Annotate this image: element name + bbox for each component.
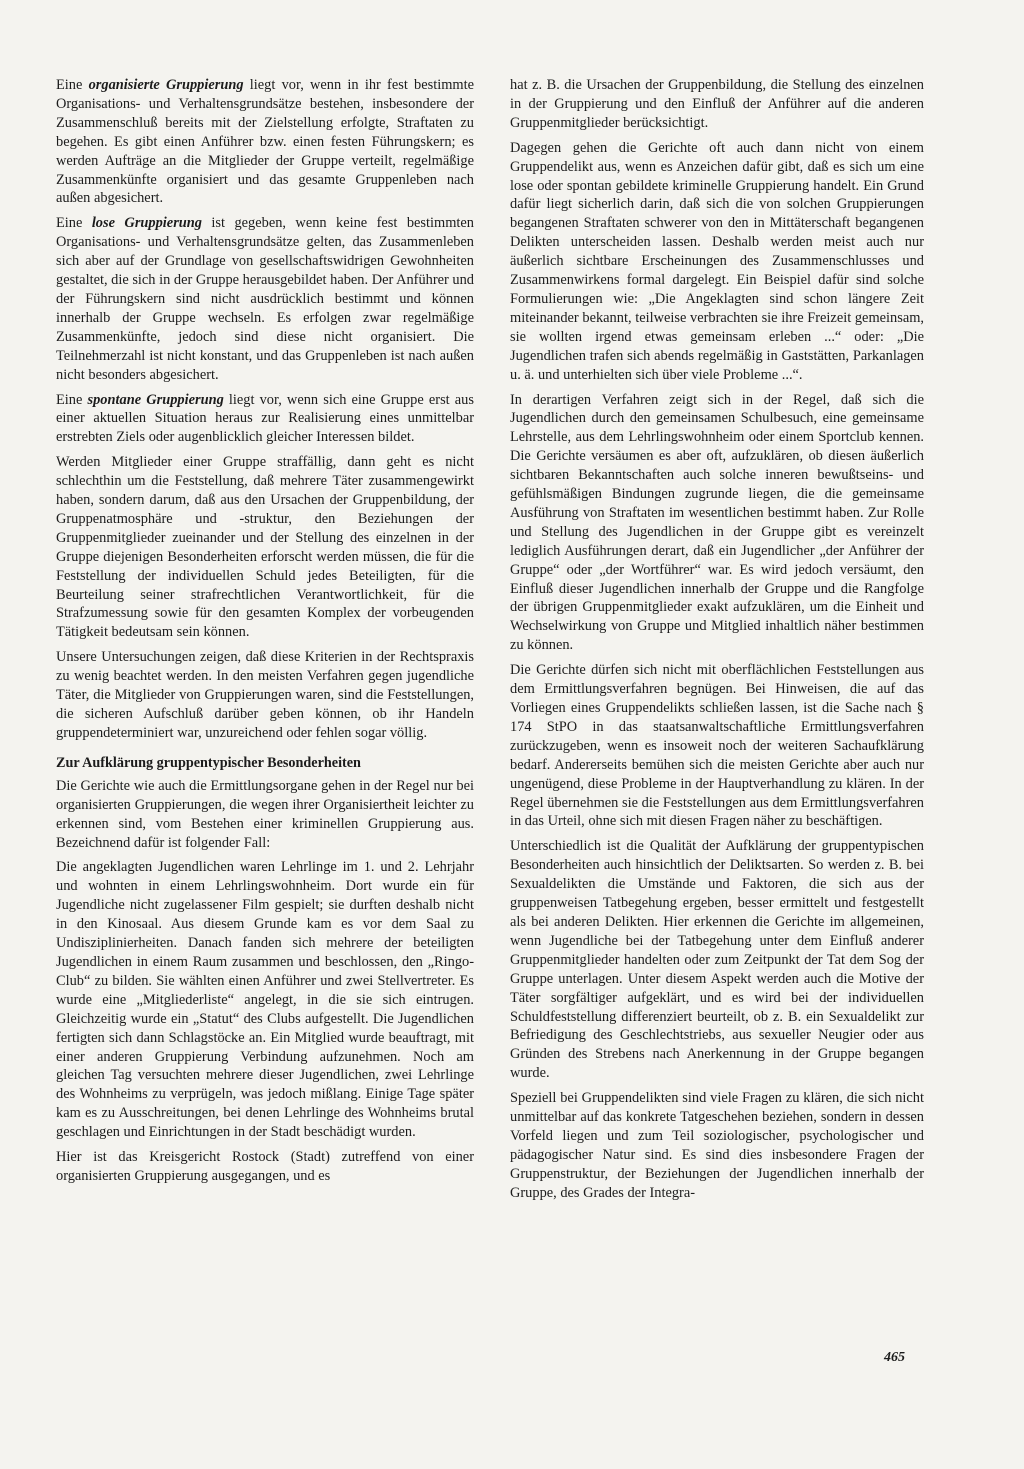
paragraph-untersuchungen: Unsere Untersuchungen zeigen, daß diese Kriterien in der Rechtspraxis zu wenig beachtet werden. In den meisten Verfahren gegen jugendliche Täter, die Mitglieder von Gruppierungen waren, sind die Feststellungen, die sicheren Aufschluß darüber geben können, ob ihr Handeln gruppendeterminiert war, unzureichend oder fehlen sogar völlig.	[56, 649, 474, 741]
paragraph-oberflaechliche-feststellungen: Die Gerichte dürfen sich nicht mit oberflächlichen Feststellungen aus dem Ermittlungsverfahren begnügen. Bei Hinweisen, die auf das Vorliegen eines Gruppendelikts schließen lassen, ist die Sache nach § 174 StPO in das staatsanwaltschaftliche Ermittlungsverfahren zurückzugeben, wenn es insoweit noch der weiteren Sachaufklärung bedarf. Andererseits bemühen sich die meisten Gerichte aber auch nur ungenügend, diese Probleme in der Hauptverhandlung zu klären. In der Regel übernehmen sie die Feststellungen aus dem Ermittlungsverfahren in das Urteil, ohne sich mit diesen Fragen näher zu beschäftigen.	[510, 662, 924, 830]
term-organisierte-gruppierung: organisierte Gruppierung	[88, 77, 244, 93]
section-heading: Zur Aufklärung gruppentypischer Besonderheiten	[56, 754, 361, 771]
page-number: 465	[884, 1350, 905, 1365]
paragraph-fallbeispiel-ringo-club: Die angeklagten Jugendlichen waren Lehrlinge im 1. und 2. Lehrjahr und wohnten in einem Lehrlingswohnheim. Dort wurde ein für Jugendliche nicht zugelassener Film gespielt; sie durften deshalb nicht in den Kinosaal. Aus diesem Grunde kam es vor dem Saal zu Undisziplinierheiten. Danach fanden sich mehrere der beteiligten Jugendlichen in einem Raum zusammen und beschlossen, den „Ringo-Club“ zu bilden. Sie wählten einen Anführer und zwei Stellvertreter. Es wurde eine „Mitgliederliste“ angelegt, in die sie sich eintrugen. Gleichzeitig wurde ein „Statut“ des Clubs aufgestellt. Die Jugendlichen fertigten sich dann Schlagstöcke an. Ein Mitglied wurde beauftragt, mit einer anderen Gruppierung Verbindung aufzunehmen. Noch am gleichen Tag versuchten mehrere dieser Jugendlichen, zwei Lehrlinge des Wohnheims zu verprügeln, was jedoch mißlang. Einige Tage später kam es zu Ausschreitungen, bei denen Lehrlinge des Wohnheims brutal geschlagen und Einrichtungen in der Stadt beschädigt wurden.	[56, 859, 474, 1141]
paragraph-lose-gruppierung: Eine lose Gruppierung ist gegeben, wenn keine fest bestimmten Organisations- und Verhaltensgrundsätze gelten, das Zusammenleben sich aber auf der Grundlage von gesellschaftswidrigen Gewohnheiten gestaltet, die sich in der Gruppe herausgebildet haben. Der Anführer und der Führungskern sind nicht ausdrücklich bestimmt und können innerhalb der Gruppe wechseln. Es erfolgen zwar regelmäßige Zusammenkünfte, jedoch sind diese nicht organisiert. Die Teilnehmerzahl ist nicht konstant, und das Gruppenleben ist nach außen nicht besonders abgesichert.	[56, 215, 474, 383]
right-column	[510, 76, 924, 1209]
paragraph-lose-spontane-gruppierung: Dagegen gehen die Gerichte oft auch dann nicht von einem Gruppendelikt aus, wenn es Anzeichen dafür gibt, daß es sich um eine lose oder spontan gebildete kriminelle Gruppierung handelt. Ein Grund dafür liegt sicherlich darin, daß sich die von solchen Gruppierungen begangenen Straftaten schwerer von den in Mittäterschaft begangenen Delikten unterscheiden lassen. Deshalb werden meist auch nur äußerlich sichtbare Erscheinungen des Zusammenschlusses und Zusammenwirkens formal dargelegt. Ein Beispiel dafür sind solche Formulierungen wie: „Die Angeklagten sind schon längere Zeit miteinander bekannt, teilweise verbrachten sie ihre Freizeit gemeinsam, sie wollten irgend etwas gemeinsam erleben ...“ oder: „Die Jugendlichen trafen sich abends regelmäßig in Gaststätten, Parkanlagen u. ä. und unterhielten sich über viele Probleme ...“.	[510, 139, 924, 383]
paragraph-organisierte-gruppierung: Eine organisierte Gruppierung liegt vor, wenn in ihr fest bestimmte Organisations- und Verhaltensgrundsätze bestehen, insbesondere der Zusammenschluß bereits mit der Zielstellung erfolgte, Straftaten zu begehen. Es gibt einen Anführer bzw. einen festen Führungskern; es werden Aufträge an die Mitglieder der Gruppe verteilt, regelmäßige Zusammenkünfte organisiert und das gesamte Gruppenleben nach außen abgesichert.	[56, 77, 474, 207]
paragraph-gerichte-ermittlungsorgane: Die Gerichte wie auch die Ermittlungsorgane gehen in der Regel nur bei organisierten Gruppierungen, die wegen ihrer Organisiertheit leichter zu erkennen sind, vom Bestehen einer kriminellen Gruppierung aus. Bezeichnend dafür ist folgender Fall:	[56, 777, 474, 851]
paragraph-derartige-verfahren: In derartigen Verfahren zeigt sich in der Regel, daß sich die Jugendlichen durch den gemeinsamen Schulbesuch, eine gemeinsame Lehrstelle, aus dem Lehrlingswohnheim oder einem Sportclub kennen. Die Gerichte versäumen es aber oft, aufzuklären, ob diesen äußerlich sichtbaren Bekanntschaften auch solche inneren bewußtseins- und gefühlsmäßigen Bindungen zugrunde liegen, die die gemeinsame Ausführung von Straftaten im wesentlichen bestimmt haben. Zur Rolle und Stellung des Jugendlichen in der Gruppe gibt es vereinzelt lediglich Ausführungen derart, daß ein Jugendlicher „der Anführer der Gruppe“ oder „der Wortführer“ war. Es wird jedoch versäumt, den Einfluß dieser Jugendlichen innerhalb der Gruppe und die Rangfolge der übrigen Gruppenmitglieder exakt aufzuklären, um die Einheit und Wechselwirkung von Gruppe und Mitglied inhaltlich näher bestimmen zu können.	[510, 391, 924, 654]
paragraph-continuation: hat z. B. die Ursachen der Gruppenbildung, die Stellung des einzelnen in der Gruppierung und den Einfluß der Anführer auf die anderen Gruppenmitglieder berücksichtigt.	[510, 77, 924, 131]
paragraph-gruppendelikte-fragen: Speziell bei Gruppendelikten sind viele Fragen zu klären, die sich nicht unmittelbar auf das konkrete Tatgeschehen beziehen, sondern in dessen Vorfeld liegen und zum Teil soziologischer, psychologischer und pädagogischer Natur sind. Es sind dies insbesondere Fragen der Gruppenstruktur, der Beziehungen der Jugendlichen innerhalb der Gruppe, des Grades der Integra-	[510, 1090, 924, 1201]
paragraph-kreisgericht-rostock: Hier ist das Kreisgericht Rostock (Stadt) zutreffend von einer organisierten Gruppierung ausgegangen, und es	[56, 1149, 474, 1184]
paragraph-spontane-gruppierung: Eine spontane Gruppierung liegt vor, wenn sich eine Gruppe erst aus einer aktuellen Situation heraus zur Realisierung eines unmittelbar erstrebten Ziels oder augenblicklich gleicher Interessen bildet.	[56, 391, 474, 446]
paragraph-gruppe-straffaellig: Werden Mitglieder einer Gruppe straffällig, dann geht es nicht schlechthin um die Feststellung, daß mehrere Täter zusammengewirkt haben, sondern darum, daß aus den Ursachen der Gruppenbildung, der Gruppenatmosphäre und -struktur, den Beziehungen der Gruppenmitglieder zueinander und der Stellung des einzelnen in der Gruppe diejenigen Besonderheiten erforscht werden müssen, die für die Feststellung der individuellen Schuld jedes Beteiligten, für die Beurteilung seiner strafrechtlichen Verantwortlichkeit, für die Strafzumessung sowie für den gesamten Komplex der vorbeugenden Tätigkeit bedeutsam sein können.	[56, 454, 474, 641]
paragraph-deliktsarten: Unterschiedlich ist die Qualität der Aufklärung der gruppentypischen Besonderheiten auch hinsichtlich der Deliktsarten. So werden z. B. bei Sexualdelikten die Umstände und Faktoren, die sich aus der gruppenweisen Tatbegehung ergeben, besser ermittelt und festgestellt als bei anderen Delikten. Hier erkennen die Gerichte im allgemeinen, wenn Jugendliche bei der Tatbegehung unter dem Einfluß anderer Gruppenmitglieder handelten oder zum Zeitpunkt der Tat dem Sog der Gruppe unterlagen. Unter diesem Aspekt werden auch die Motive der Täter sorgfältiger aufgeklärt, und es wird bei der individuellen Schuldfeststellung differenziert beurteilt, ob z. B. ein Sexualdelikt zur Befriedigung des Geschlechtstriebs, aus sexueller Neugier oder aus Gründen des Strebens nach Anerkennung in der Gruppe begangen wurde.	[510, 838, 924, 1082]
term-spontane-gruppierung: spontane Gruppierung	[87, 391, 224, 408]
term-lose-gruppierung: lose Gruppierung	[91, 215, 202, 232]
left-column	[56, 76, 474, 1192]
